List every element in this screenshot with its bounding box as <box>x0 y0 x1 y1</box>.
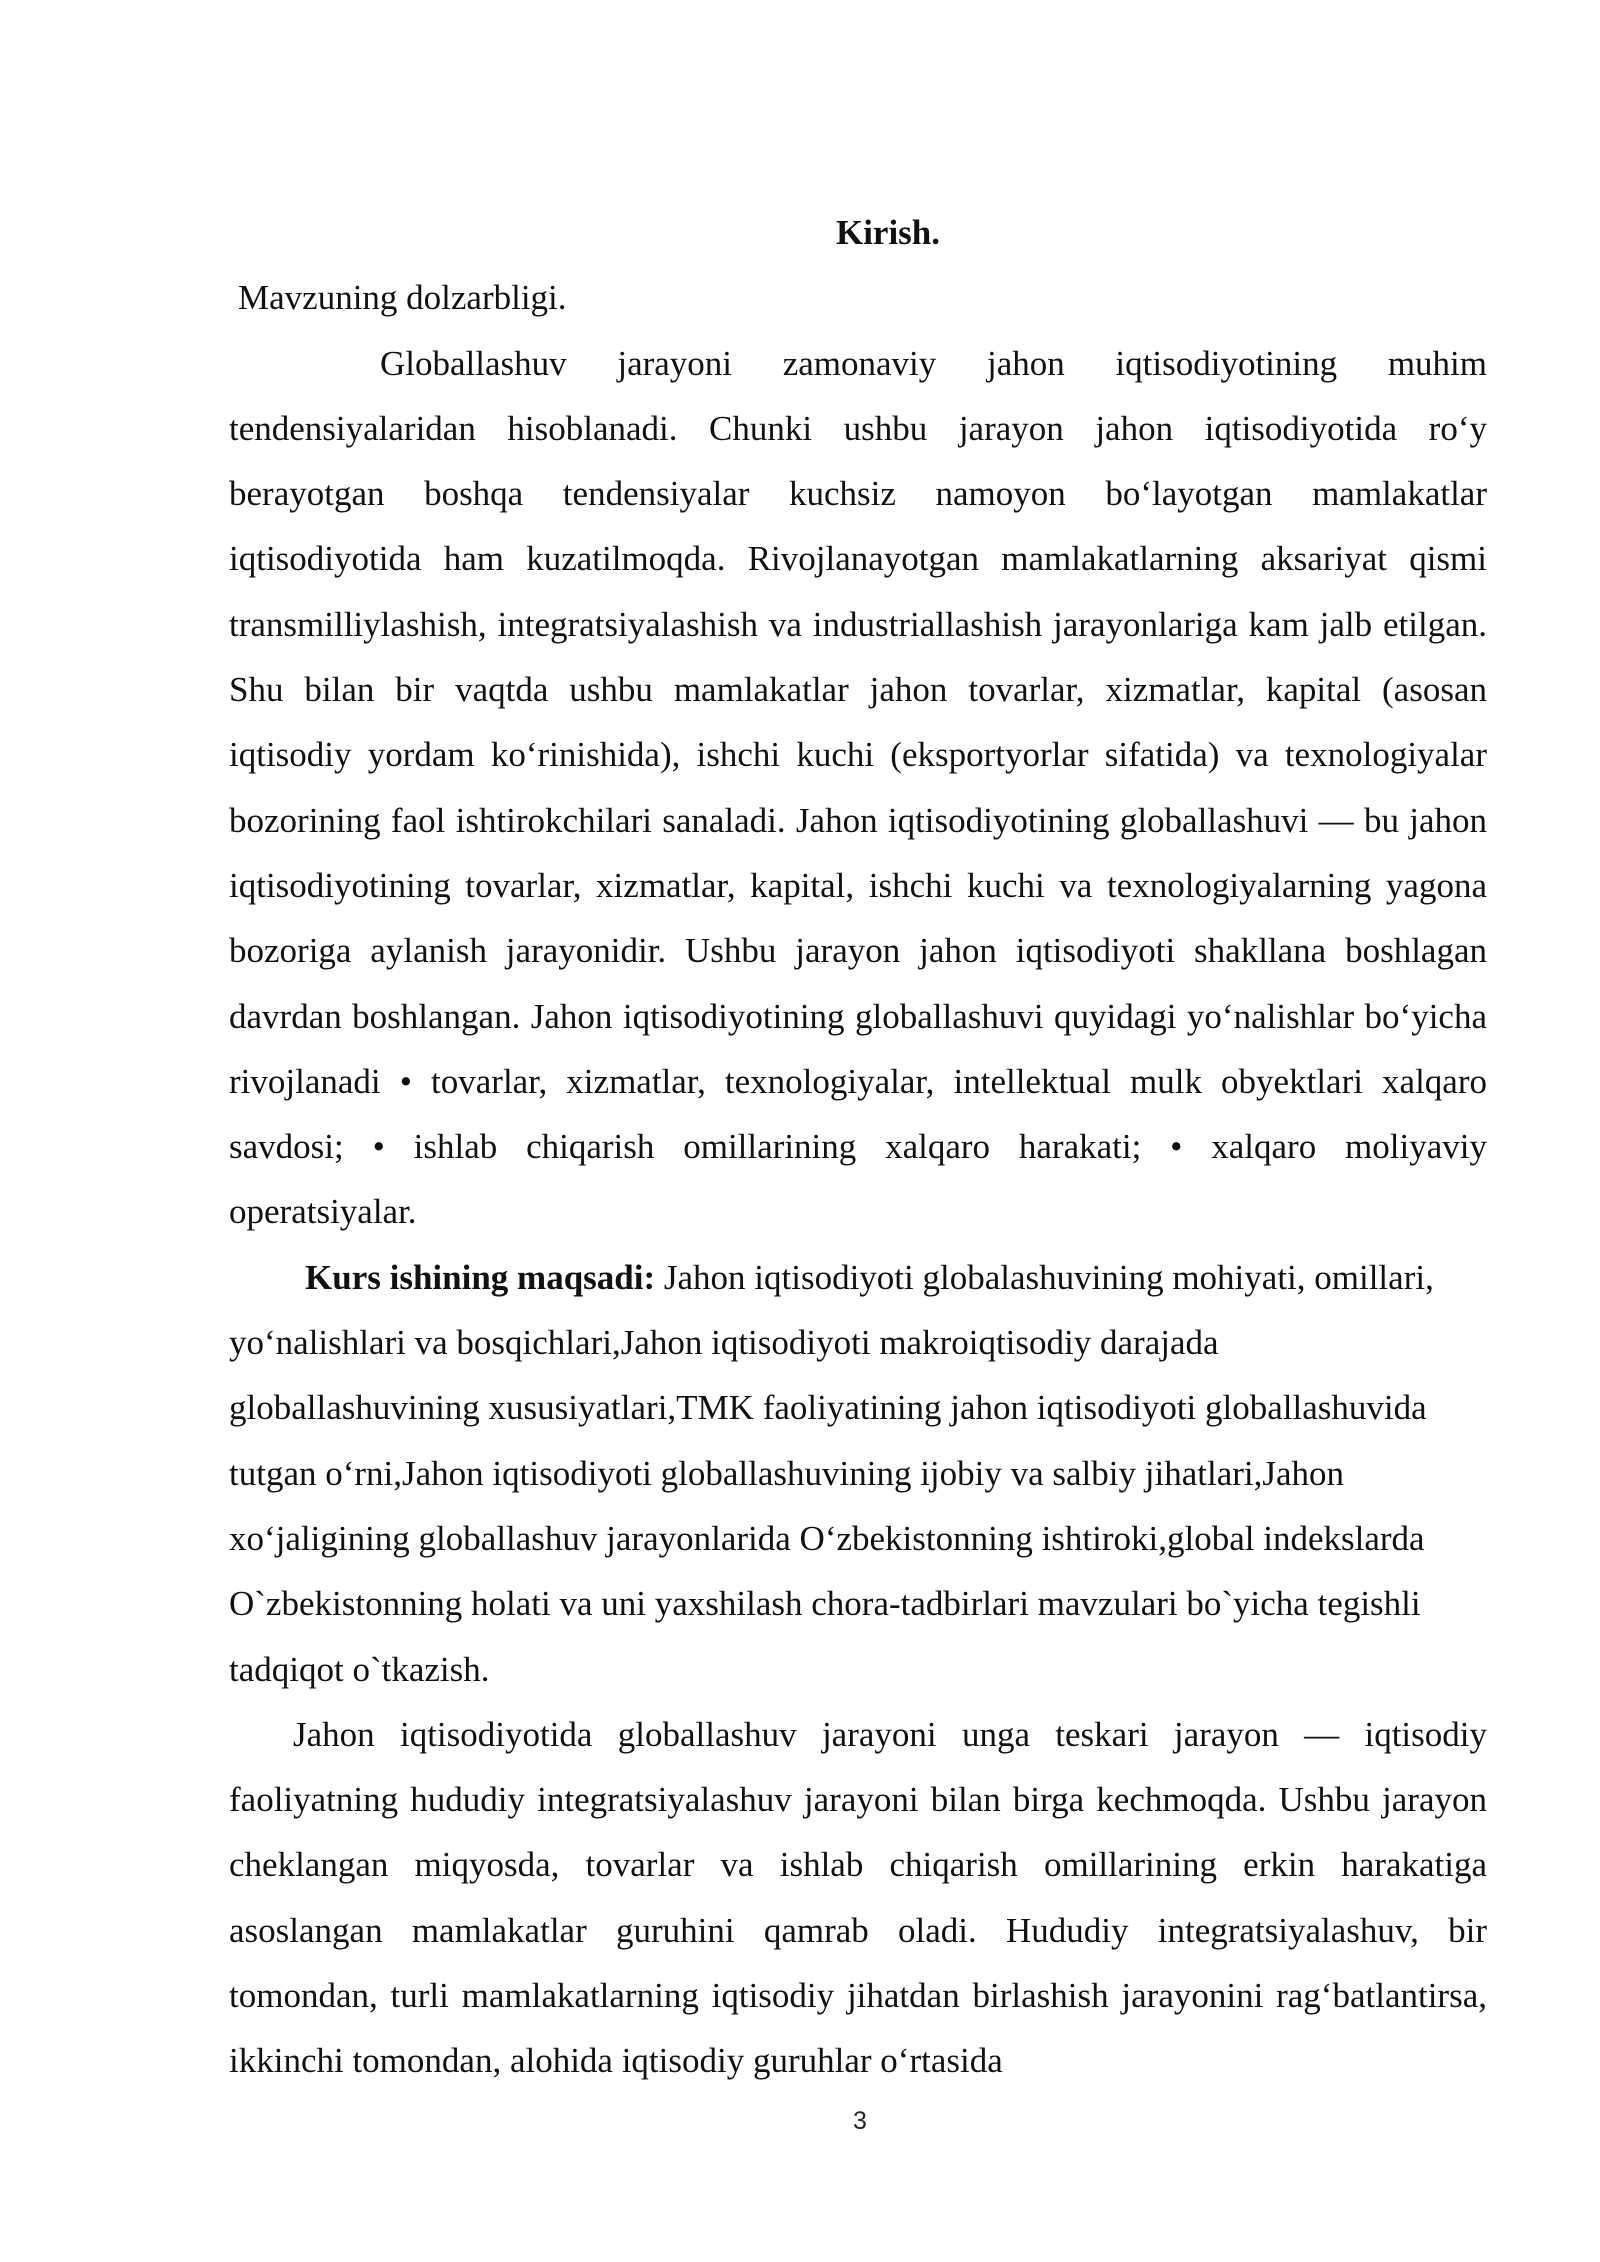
paragraph-globalization-intro: Globallashuv jarayoni zamonaviy jahon iqtisodiyotining muhim tendensiyalaridan hisoblanadi. Chunki ushbu jarayon jahon iqtisodiyotida ro‘y berayotgan boshqa tendensiyalar kuchsiz namoyon bo‘layotgan mamlakatlar iqtisodiyotida ham kuzatilmoqda. Rivojlanayotgan mamlakatlarning aksariyat qismi transmilliylashish, integratsiyalashish va industriallashish jarayonlariga kam jalb etilgan. Shu bilan bir vaqtda ushbu mamlakatlar jahon tovarlar, xizmatlar, kapital (asosan iqtisodiy yordam ko‘rinishida), ishchi kuchi (eksportyorlar sifatida) va texnologiyalar bozorining faol ishtirokchilari sanaladi. Jahon iqtisodiyotining globallashuvi — bu jahon iqtisodiyotining tovarlar, xizmatlar, kapital, ishchi kuchi va texnologiyalarning yagona bozoriga aylanish jarayonidir. Ushbu jarayon jahon iqtisodiyoti shakllana boshlagan davrdan boshlangan. Jahon iqtisodiyotining globallashuvi quyidagi yo‘nalishlar bo‘yicha rivojlanadi • tovarlar, xizmatlar, texnologiyalar, intellektual mulk obyektlari xalqaro savdosi; • ishlab chiqarish omillarining xalqaro harakati; • xalqaro moliyaviy operatsiyalar. <box>229 343 1487 1232</box>
paragraph-course-goal <box>229 1245 1487 1702</box>
section-subheading: Mavzuning dolzarbligi. <box>238 278 567 318</box>
page-title: Kirish. <box>835 213 941 252</box>
paragraph-regional-integration: Jahon iqtisodiyotida globallashuv jarayoni unga teskari jarayon — iqtisodiy faoliyatning hududiy integratsiyalashuv jarayoni bilan birga kechmoqda. Ushbu jarayon cheklangan miqyosda, tovarlar va ishlab chiqarish omillarining erkin harakatiga asoslangan mamlakatlar guruhini qamrab oladi. Hududiy integratsiyalashuv, bir tomondan, turli mamlakatlarning iqtisodiy jihatdan birlashish jarayonini rag‘batlantirsa, ikkinchi tomondan, alohida iqtisodiy guruhlar o‘rtasida <box>229 1714 1487 2081</box>
page-content <box>229 200 1487 2094</box>
page-number: 3 <box>853 2107 867 2135</box>
course-goal-text: Jahon iqtisodiyoti globalashuvining mohiyati, omillari, yo‘nalishlari va bosqichlari,Jahon iqtisodiyoti makroiqtisodiy darajada globallashuvining xususiyatlari,TMK faoliyatining jahon iqtisodiyoti globallashuvida tutgan o‘rni,Jahon iqtisodiyoti globallashuvining ijobiy va salbiy jihatlari,Jahon xo‘jaligining globallashuv jarayonlarida O‘zbekistonning ishtiroki,global indekslarda O`zbekistonning holati va uni yaxshilash chora-tadbirlari mavzulari bo`yicha tegishli tadqiqot o`tkazish. <box>229 1257 1434 1689</box>
course-goal-label: Kurs ishining maqsadi: <box>305 1257 656 1297</box>
